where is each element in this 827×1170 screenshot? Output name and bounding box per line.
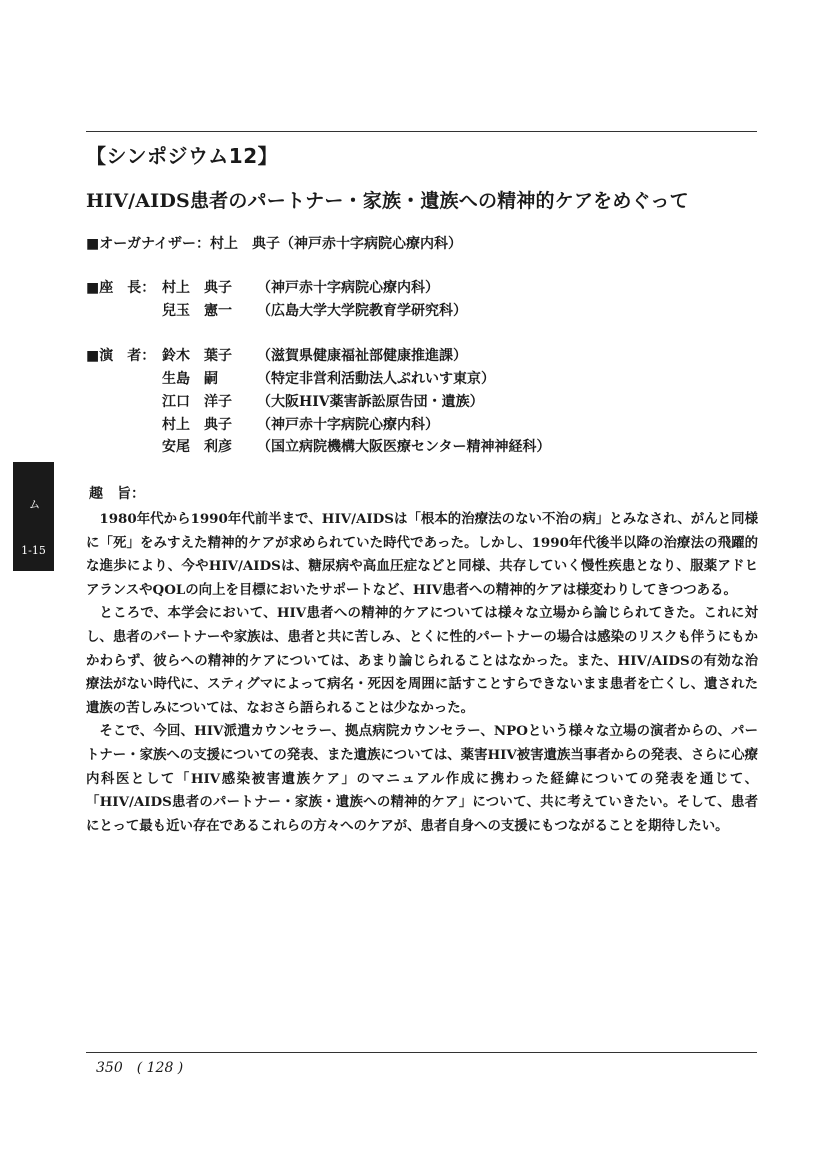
purpose-paragraph: ところで、本学会において、HIV患者への精神的ケアについては様々な立場から論じられてきた。これに対し、患者のパートナーや家族は、患者と共に苦しみ、とくに性的パートナーの場合は感染のリスクも伴うにもかかわらず、彼らへの精神的ケアについては、あまり論じられることはなかった。また、HIV/AIDSの有効な治療法がない時代に、スティグマによって病名・死因を周囲に話すことすらできないまま患者を亡くし、遺された遺族の苦しみについては、なおさら語られることは少なかった。 xyxy=(86,605,758,716)
chair-affiliation: （広島大学大学院教育学研究科） xyxy=(257,303,467,319)
chair-affiliation: （神戸赤十字病院心療内科） xyxy=(257,280,439,296)
purpose-paragraph: そこで、今回、HIV派遣カウンセラー、拠点病院カウンセラー、NPOという様々な立場の演者からの、パートナー・家族への支援についての発表、また遺族については、薬害HIV被害遺族当事者からの発表、さらに心療内科医として「HIV感染被害遺族ケア」のマニュアル作成に携わった経緯についての発表を通じて、「HIV/AIDS患者のパートナー・家族・遺族への精神的ケア」について、共に考えていきたい。そして、患者にとって最も近い存在であるこれらの方々へのケアが、患者自身への支援にもつながることを期待したい。 xyxy=(86,723,758,834)
speaker-affiliation: （神戸赤十字病院心療内科） xyxy=(257,417,439,433)
purpose-label: 趣 旨： xyxy=(89,486,145,502)
chair-name: 兒玉 憲一 xyxy=(162,303,232,319)
section-label: 【シンポジウム12】 xyxy=(86,144,279,168)
speaker-name: 村上 典子 xyxy=(162,417,232,433)
speaker-affiliation: （滋賀県健康福祉部健康推進課） xyxy=(257,348,467,364)
speaker-name: 鈴木 葉子 xyxy=(162,348,232,364)
speaker-name: 生島 嗣 xyxy=(162,371,218,387)
page-number: 350 ( 128 ) xyxy=(96,1060,184,1076)
bottom-rule xyxy=(86,1052,757,1053)
side-tab-label: シンポジウム xyxy=(27,471,82,537)
organizer-line: ■オーガナイザー：村上 典子（神戸赤十字病院心療内科） xyxy=(86,236,462,252)
chairs-label: ■座 長： xyxy=(86,280,156,296)
side-tab-number: 1-15 xyxy=(21,544,46,557)
chair-name: 村上 典子 xyxy=(162,280,232,296)
top-rule xyxy=(86,131,757,132)
side-index-tab xyxy=(13,462,82,571)
speaker-affiliation: （国立病院機構大阪医療センター精神神経科） xyxy=(257,439,551,455)
speaker-name: 安尾 利彦 xyxy=(162,439,232,455)
symposium-title: HIV/AIDS患者のパートナー・家族・遺族への精神的ケアをめぐって xyxy=(86,190,689,212)
speaker-affiliation: （特定非営利活動法人ぷれいす東京） xyxy=(257,371,495,387)
speaker-name: 江口 洋子 xyxy=(162,394,232,410)
speakers-label: ■演 者： xyxy=(86,348,156,364)
purpose-body xyxy=(86,508,758,838)
speaker-affiliation: （大阪HIV薬害訴訟原告団・遺族） xyxy=(257,394,484,410)
purpose-paragraph: 1980年代から1990年代前半まで、HIV/AIDSは「根本的治療法のない不治の病」とみなされ、がんと同様に「死」をみすえた精神的ケアが求められていた時代であった。しかし、1990年代後半以降の治療法の飛躍的な進歩により、今やHIV/AIDSは、糖尿病や高血圧症などと同様、共存していく慢性疾患となり、服薬アドヒアランスやQOLの向上を目標においたサポートなど、HIV患者への精神的ケアは様変わりしてきつつある。 xyxy=(86,511,758,598)
